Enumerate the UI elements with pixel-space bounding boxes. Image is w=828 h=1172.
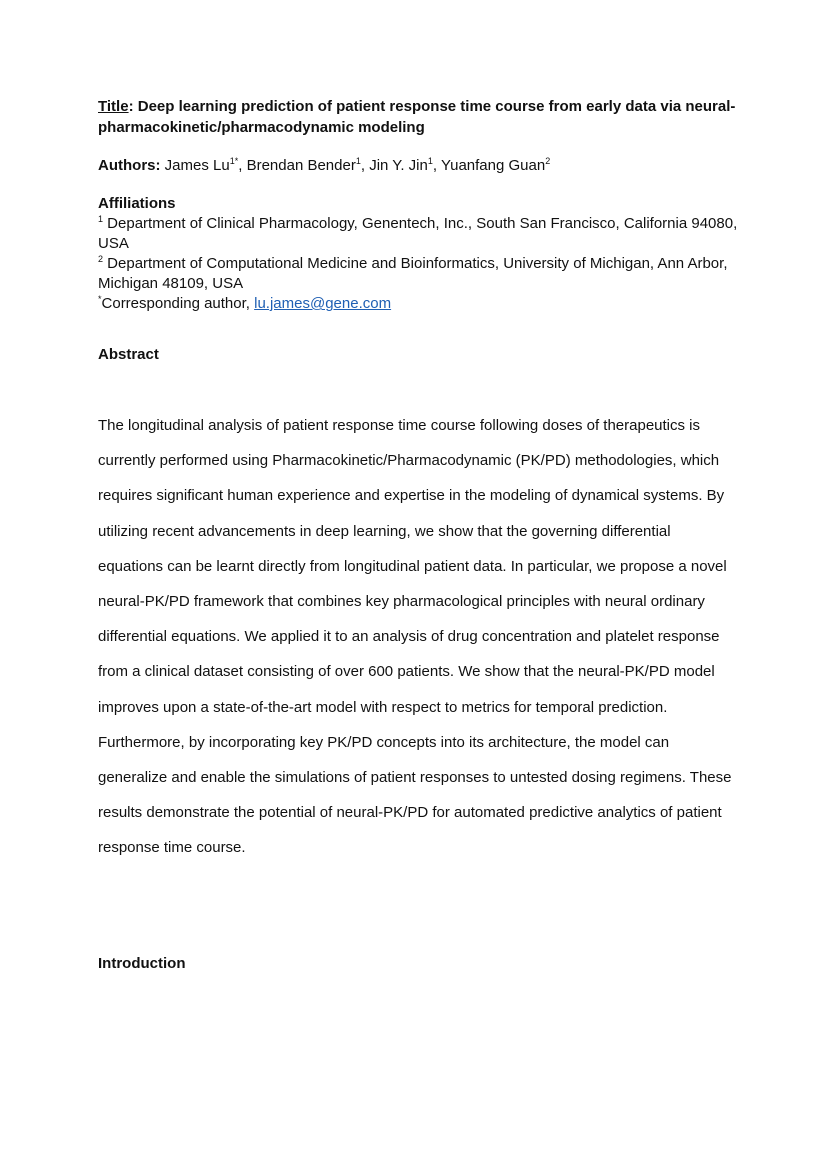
paper-page (98, 96, 738, 866)
affiliation-2 (98, 254, 738, 294)
title-label: Title (98, 98, 129, 115)
author-name: James Lu (164, 157, 230, 174)
corresponding-text: Corresponding author, (101, 295, 255, 312)
author-affiliation-mark: 1 (355, 156, 361, 166)
authors-label: Authors: (98, 157, 161, 174)
paper-title (98, 96, 738, 138)
affiliation-text: Department of Clinical Pharmacology, Genentech, Inc., South San Francisco, California 94080, USA (98, 215, 738, 252)
affiliation-1 (98, 214, 738, 254)
affiliations-heading: Affiliations (98, 195, 176, 212)
affiliation-mark: 2 (98, 254, 104, 264)
author-affiliation-mark: 1* (229, 156, 239, 166)
corresponding-email-link[interactable]: lu.james@gene.com (254, 295, 392, 312)
affiliation-text: Department of Computational Medicine and Bioinformatics, University of Michigan, Ann Arbor, Michigan 48109, USA (98, 255, 728, 292)
introduction-heading: Introduction (98, 955, 186, 972)
author-separator: , (360, 157, 370, 174)
author-separator: , (238, 157, 247, 174)
author-name: Yuanfang Guan (440, 157, 546, 174)
author-separator: , (432, 157, 441, 174)
authors-line (98, 155, 738, 176)
author-name: Brendan Bender (246, 157, 356, 174)
abstract-text: The longitudinal analysis of patient response time course following doses of therapeutics is currently performed using Pharmacokinetic/Pharmacodynamic (PK/PD) methodologies, which requires significant human experience and expertise in the modeling of dynamical systems. By utilizing recent advancements in deep learning, we show that the governing differential equations can be learnt directly from longitudinal patient data. In particular, we propose a novel neural-PK/PD framework that combines key pharmacological principles with neural ordinary differential equations. We applied it to an analysis of drug concentration and platelet response from a clinical dataset consisting of over 600 patients. We show that the neural-PK/PD model improves upon a state-of-the-art model with respect to metrics for temporal prediction. Furthermore, by incorporating key PK/PD concepts into its architecture, the model can generalize and enable the simulations of patient responses to untested dosing regimens. These results demonstrate the potential of neural-PK/PD for automated predictive analytics of patient response time course. (98, 417, 732, 857)
title-text: Deep learning prediction of patient response time course from early data via neural-pharmacokinetic/pharmacodynamic modeling (98, 98, 736, 136)
corresponding-mark: * (98, 294, 102, 304)
author-affiliation-mark: 2 (545, 156, 551, 166)
affiliation-mark: 1 (98, 214, 104, 224)
author-affiliation-mark: 1 (427, 156, 433, 166)
abstract-heading: Abstract (98, 346, 159, 363)
title-separator: : (128, 98, 134, 115)
author-name: Jin Y. Jin (369, 157, 428, 174)
corresponding-author (98, 294, 738, 314)
